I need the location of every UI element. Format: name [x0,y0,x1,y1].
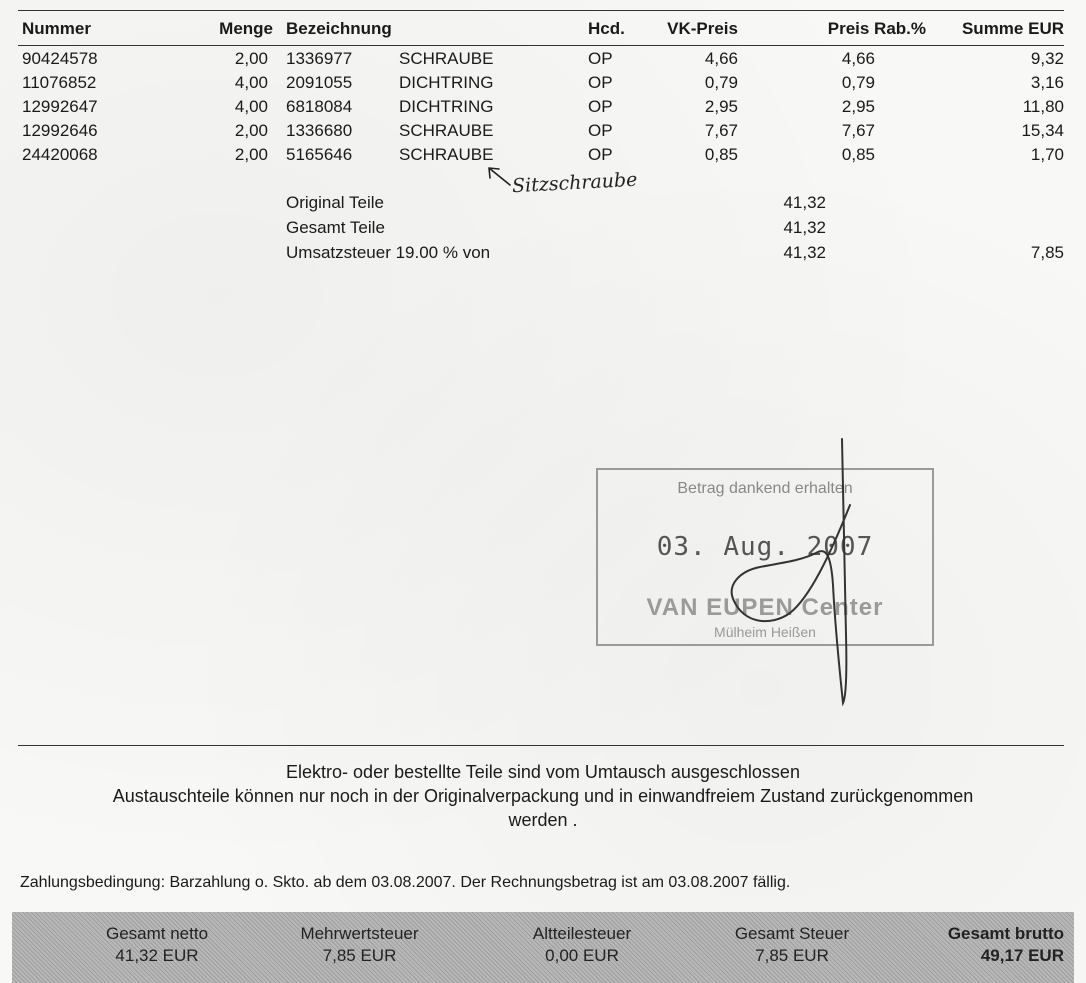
total-label: Altteilesteuer [532,924,632,943]
disclaimer-line: Elektro- oder bestellte Teile sind vom Umtausch ausgeschlossen [286,762,800,782]
total-label: Gesamt brutto [947,924,1064,943]
total-steuer [717,924,867,966]
subtotal-label: Gesamt Teile [286,218,385,237]
header-preis-rab: Preis Rab.% [827,19,926,38]
row-preis: 7,67 [841,121,875,140]
subtotal-value: 41,32 [783,218,826,237]
row-vk-preis: 0,79 [704,73,738,92]
stamp-city: Mülheim Heißen [714,624,816,640]
header-hcd: Hcd. [588,19,625,38]
header-rule [18,45,1064,46]
row-nummer: 11076852 [22,73,97,92]
row-code: 6818084 [286,97,353,116]
row-nummer: 12992646 [22,121,98,140]
row-preis: 4,66 [841,49,875,68]
row-hcd: OP [588,121,613,140]
payment-terms: Zahlungsbedingung: Barzahlung o. Skto. ab dem 03.08.2007. Der Rechnungsbetrag ist am 03.08.2007 fällig. [20,874,791,891]
vat-label: Umsatzsteuer 19.00 % von [286,243,491,262]
header-bezeichnung: Bezeichnung [286,19,392,38]
row-menge: 2,00 [234,145,268,164]
disclaimer-line: werden . [508,810,578,830]
vat-base-value: 41,32 [783,243,826,262]
disclaimer-line: Austauschteile können nur noch in der Originalverpackung und in einwandfreiem Zustand zurückgenommen [112,786,974,806]
row-nummer: 90424578 [22,49,98,68]
row-preis: 0,85 [841,145,875,164]
row-summe: 11,80 [1022,97,1064,116]
row-menge: 4,00 [234,97,268,116]
signature-icon [700,435,900,715]
row-menge: 2,00 [234,121,268,140]
row-vk-preis: 0,85 [704,145,738,164]
row-preis: 2,95 [841,97,875,116]
footer-rule [18,745,1064,746]
total-netto [92,924,222,966]
row-nummer: 24420068 [22,145,98,164]
row-hcd: OP [588,97,613,116]
total-value: 7,85 EUR [322,946,397,965]
stamp-received-text: Betrag dankend erhalten [677,480,853,497]
totals-bar [12,912,1074,983]
total-brutto [912,924,1064,966]
row-nummer: 12992647 [22,97,98,116]
total-value: 0,00 EUR [545,946,619,965]
header-vk-preis: VK-Preis [667,19,738,38]
row-bezeichnung: SCHRAUBE [399,121,494,140]
row-bezeichnung: SCHRAUBE [399,145,494,164]
total-altteilesteuer [512,924,652,966]
row-summe: 3,16 [1030,73,1064,92]
stamp-company: VAN EUPEN Center [646,594,884,621]
arrow-icon [484,163,514,189]
row-code: 5165646 [286,145,353,164]
row-bezeichnung: DICHTRING [399,73,494,92]
subtotal-value: 41,32 [783,193,826,212]
subtotal-label: Original Teile [286,193,384,212]
row-preis: 0,79 [841,73,875,92]
row-bezeichnung: SCHRAUBE [399,49,494,68]
vat-amount: 7,85 [1030,243,1064,262]
row-vk-preis: 7,67 [704,121,738,140]
top-rule [18,10,1064,11]
row-code: 1336680 [286,121,353,140]
row-vk-preis: 4,66 [704,49,738,68]
total-value: 49,17 EUR [980,946,1064,965]
row-menge: 4,00 [234,73,268,92]
row-bezeichnung: DICHTRING [399,97,494,116]
header-nummer: Nummer [22,19,91,38]
row-vk-preis: 2,95 [704,97,738,116]
row-code: 2091055 [286,73,353,92]
total-value: 7,85 EUR [755,946,829,965]
row-summe: 1,70 [1030,145,1064,164]
total-label: Gesamt netto [105,924,209,943]
row-hcd: OP [588,73,613,92]
header-menge: Menge [219,19,273,38]
row-hcd: OP [588,49,613,68]
row-summe: 15,34 [1021,121,1064,140]
total-label: Mehrwertsteuer [300,924,419,943]
stamp-date: 03. Aug. 2007 [656,532,874,562]
handwritten-note: Sitzschraube [511,168,638,198]
total-label: Gesamt Steuer [734,924,850,943]
row-hcd: OP [588,145,613,164]
header-summe: Summe EUR [961,19,1064,38]
row-menge: 2,00 [234,49,268,68]
total-value: 41,32 EUR [115,946,199,965]
row-code: 1336977 [286,49,353,68]
row-summe: 9,32 [1030,49,1064,68]
total-mwst [282,924,437,966]
